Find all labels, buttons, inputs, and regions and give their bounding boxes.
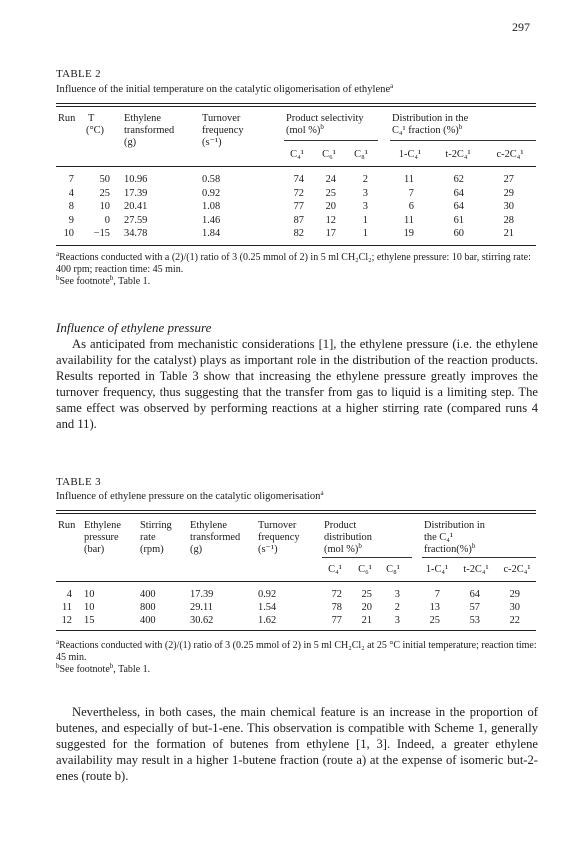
t3-h-stir3: (rpm) <box>140 544 164 555</box>
table3-cell: 25 <box>429 615 440 626</box>
t3-h-1c4: 1-C₄¹ <box>425 564 449 575</box>
table2-cell: 0.58 <box>202 174 221 185</box>
table3-cell: 1.54 <box>258 602 277 613</box>
table2-cell: 10 <box>99 201 110 212</box>
table2-cell: 64 <box>453 187 464 199</box>
table2-cell: 17 <box>325 228 336 239</box>
table2-cell: 1 <box>362 214 368 226</box>
table3-cell: 15 <box>84 615 95 626</box>
table2-cell: 3 <box>362 201 368 212</box>
t2-h-temp-unit: (°C) <box>86 125 105 136</box>
table3-caption-text: Influence of ethylene pressure on the catalytic oligomerisation <box>56 491 321 502</box>
table2-cell: 87 <box>293 214 304 226</box>
t3-h-c8: C₈¹ <box>386 564 400 575</box>
t2-h-c8: C₈¹ <box>354 149 368 160</box>
t2-h-t2c4: t-2C₄¹ <box>445 149 471 160</box>
t2-h-ethylene3: (g) <box>124 137 137 148</box>
table2-cell: 25 <box>99 187 110 199</box>
table2-cell: 19 <box>403 228 414 239</box>
t2-h-turnover2: frequency <box>202 125 244 136</box>
table3-cell: 800 <box>140 602 156 613</box>
t3-h-pressure: Ethylene <box>84 520 121 531</box>
table2-header-rule <box>56 166 536 167</box>
section-title: Influence of ethylene pressure <box>56 320 212 335</box>
t2-h-c2c4: c-2C₄¹ <box>496 149 524 160</box>
table3-cell: 57 <box>469 602 480 613</box>
table3-footnote-a <box>56 640 540 663</box>
table2-cell: 1.46 <box>202 214 221 226</box>
t3-fn-b-ref: b <box>109 662 114 670</box>
table2-cell: 25 <box>325 187 336 199</box>
t2-h-dist-mark: b <box>458 123 463 131</box>
table3-cell: 13 <box>429 602 440 613</box>
table2-cell: 0 <box>104 214 110 226</box>
table3-cell: 10 <box>84 589 95 600</box>
table2-cell: 1.08 <box>202 201 221 212</box>
table3-cell: 30 <box>509 602 520 613</box>
t2-h-temp: T <box>88 113 95 124</box>
table3-cell: 3 <box>394 615 400 626</box>
t3-h-c2c4: c-2C₄¹ <box>503 564 531 575</box>
table3-cell: 20 <box>361 602 372 613</box>
t2-h-turnover3: (s⁻¹) <box>202 137 222 148</box>
t3-prod-underline <box>322 557 412 558</box>
table2-footnote-a <box>56 252 540 275</box>
t3-h-dist: Distribution in <box>424 520 485 531</box>
t2-dist-underline <box>390 140 536 141</box>
table3-cell: 12 <box>61 615 72 626</box>
table3-caption <box>56 491 324 502</box>
table2-cell: 7 <box>408 187 414 199</box>
t3-h-pressure3: (bar) <box>84 544 105 555</box>
table2-cell: 50 <box>99 174 110 185</box>
t3-h-stir: Stirring <box>140 520 172 531</box>
table2-bottom-rule <box>56 245 536 246</box>
t2-h-prodsel2 <box>286 125 324 137</box>
table2-cell: 72 <box>293 187 304 199</box>
table2-cell: 8 <box>68 201 74 212</box>
table3-cell: 2 <box>394 602 400 613</box>
table2-cell: 34.78 <box>124 228 148 239</box>
section-paragraph: As anticipated from mechanistic considerations [1], the ethylene pressure (i.e. the ethylene availability for the catalyst) plays as important role in the distribution of the reaction products. Results reported in Table 3 show that increasing the ethylene pressure greatly improves the turnover frequency, thus suggesting that the transfer from gas to liquid is a limiting step. The same effect was observed by performing reactions at a higher stirring rate (compared runs 4 and 11). <box>56 337 538 431</box>
table2-cell: 1.84 <box>202 228 221 239</box>
t3-h-turn2: frequency <box>258 532 300 543</box>
table2-caption-mark: a <box>390 82 394 90</box>
t3-fn-b-tail: , Table 1. <box>113 664 151 675</box>
table3-cell: 72 <box>331 589 342 600</box>
t2-prodsel-underline <box>284 140 378 141</box>
table2-top-rule <box>56 103 536 107</box>
table3-footnote-b <box>56 664 540 676</box>
table3-cell: 0.92 <box>258 589 277 600</box>
t3-h-prod3-text: (mol %) <box>324 544 359 555</box>
table3-bottom-rule <box>56 630 536 631</box>
t3-fn-a-mark: a <box>56 638 60 646</box>
table2-cell: 7 <box>68 174 74 185</box>
table3-header-rule <box>56 581 536 582</box>
table2-cell: 17.39 <box>124 187 148 199</box>
t2-h-prodsel: Product selectivity <box>286 113 364 124</box>
table2-cell: 28 <box>503 214 514 226</box>
table3-top-rule <box>56 510 536 514</box>
t3-h-eth: Ethylene <box>190 520 227 531</box>
table2-cell: 77 <box>293 201 304 212</box>
t2-h-c6: C₆¹ <box>322 149 336 160</box>
t3-dist-underline <box>422 557 536 558</box>
t3-h-c4: C₄¹ <box>328 564 342 575</box>
table2-cell: 64 <box>453 201 464 212</box>
table2-cell: 20.41 <box>124 201 148 212</box>
t3-h-dist3-text: fraction(%) <box>424 544 472 555</box>
t3-h-eth2: transformed <box>190 532 241 543</box>
table3-caption-mark: a <box>320 489 324 497</box>
table2-cell: 74 <box>293 174 304 185</box>
t2-fn-b-ref: b <box>109 274 114 282</box>
t3-fn-b-mark: b <box>56 662 60 670</box>
table2-cell: 60 <box>453 228 464 239</box>
t2-h-turnover: Turnover <box>202 113 241 124</box>
table2-cell: 10 <box>63 228 74 239</box>
t2-fn-a-text: Reactions conducted with a (2)/(1) ratio of 3 (0.25 mmol of 2) in 5 ml CH₂Cl₂; ethylene pressure: 10 bar, stirring rate: 400 rpm; reaction time: 45 min. <box>56 252 531 275</box>
table3-cell: 29 <box>509 589 520 600</box>
table3-cell: 30.62 <box>190 615 214 626</box>
t3-h-prod: Product <box>324 520 357 531</box>
table2-cell: 27.59 <box>124 214 148 226</box>
t3-fn-a-text: Reactions conducted with (2)/(1) ratio of 3 (0.25 mmol of 2) in 5 ml CH₂Cl₂ at 25 °C initial temperature; reaction time: 45 min. <box>56 640 537 663</box>
table3-cell: 53 <box>469 615 480 626</box>
t2-h-c4: C₄¹ <box>290 149 304 160</box>
table3-cell: 77 <box>331 615 342 626</box>
table3-cell: 1.62 <box>258 615 277 626</box>
t3-fn-b-text: See footnote <box>59 664 110 675</box>
table3-cell: 29.11 <box>190 602 213 613</box>
page-number: 297 <box>512 20 530 34</box>
table2-cell: 3 <box>362 187 368 199</box>
t2-fn-b-text: See footnote <box>59 276 110 287</box>
closing-paragraph: Nevertheless, in both cases, the main chemical feature is an increase in the proportion of butenes, and especially of but-1-ene. This observation is compatible with Scheme 1, generally suggested for the formation of butenes from ethylene [1, 3]. Indeed, a greater ethylene availability may result in a higher 1-butene fraction (route a) at the expense of isomeric but-2-enes (route b). <box>56 705 538 783</box>
table2-cell: 4 <box>68 187 74 199</box>
table3-label: TABLE 3 <box>56 476 101 488</box>
table2-footnote-b <box>56 276 540 288</box>
table3-cell: 78 <box>331 602 342 613</box>
t2-fn-b-tail: , Table 1. <box>113 276 151 287</box>
t2-h-dist2-text: C₄¹ fraction (%) <box>392 125 459 136</box>
table2-cell: 30 <box>503 201 514 212</box>
table2-cell: −15 <box>93 228 110 239</box>
table2-caption <box>56 84 393 95</box>
table2-cell: 12 <box>325 214 336 226</box>
table2-cell: 27 <box>503 174 514 185</box>
t3-h-eth3: (g) <box>190 544 203 555</box>
t2-h-prodsel-mark: b <box>320 123 324 131</box>
t3-h-prod3 <box>324 544 362 556</box>
table3-cell: 7 <box>434 589 440 600</box>
t3-h-pressure2: pressure <box>84 532 119 543</box>
t3-h-stir2: rate <box>140 532 156 543</box>
t3-h-turn: Turnover <box>258 520 297 531</box>
t3-h-dist2: the C₄¹ <box>424 532 453 543</box>
table2-label: TABLE 2 <box>56 68 101 80</box>
table2-caption-text: Influence of the initial temperature on the catalytic oligomerisation of ethylene <box>56 84 391 95</box>
t3-h-dist3 <box>424 544 475 556</box>
t3-h-dist-mark: b <box>471 542 476 550</box>
table2-cell: 62 <box>453 174 464 185</box>
t2-h-ethylene2: transformed <box>124 125 175 136</box>
t3-h-t2c4: t-2C₄¹ <box>463 564 489 575</box>
table3-cell: 4 <box>66 589 72 600</box>
t3-h-prod2: distribution <box>324 532 372 543</box>
table2-cell: 29 <box>503 187 514 199</box>
table2-cell: 0.92 <box>202 187 221 199</box>
table2-cell: 61 <box>453 214 464 226</box>
t2-h-dist2 <box>392 125 462 137</box>
table2-cell: 21 <box>503 228 514 239</box>
table3-cell: 64 <box>469 589 480 600</box>
table2-cell: 24 <box>325 174 336 185</box>
table2-cell: 1 <box>362 228 368 239</box>
table2-cell: 11 <box>403 174 414 185</box>
t2-h-run: Run <box>58 113 76 124</box>
table3-cell: 400 <box>140 615 156 626</box>
t2-h-1c4: 1-C₄¹ <box>398 149 422 160</box>
table2-cell: 10.96 <box>124 174 148 185</box>
table2-cell: 9 <box>68 214 74 226</box>
t2-h-dist: Distribution in the <box>392 113 469 124</box>
t3-h-prod-mark: b <box>358 542 362 550</box>
t3-h-run: Run <box>58 520 76 531</box>
t3-h-turn3: (s⁻¹) <box>258 544 278 555</box>
t3-h-c6: C₆¹ <box>358 564 372 575</box>
table3-cell: 22 <box>509 615 520 626</box>
t2-h-ethylene: Ethylene <box>124 113 161 124</box>
table3-cell: 3 <box>394 589 400 600</box>
table2-cell: 20 <box>325 201 336 212</box>
table3-cell: 11 <box>61 602 72 613</box>
table3-cell: 25 <box>361 589 372 600</box>
t2-fn-b-mark: b <box>56 274 60 282</box>
table3-cell: 10 <box>84 602 95 613</box>
table2-cell: 6 <box>408 201 414 212</box>
table2-cell: 11 <box>403 214 414 226</box>
table3-cell: 21 <box>361 615 372 626</box>
t2-h-prodsel2-text: (mol %) <box>286 125 321 136</box>
table2-cell: 2 <box>362 174 368 185</box>
table2-cell: 82 <box>293 228 304 239</box>
t2-fn-a-mark: a <box>56 250 60 258</box>
table3-cell: 17.39 <box>190 589 214 600</box>
table3-cell: 400 <box>140 589 156 600</box>
